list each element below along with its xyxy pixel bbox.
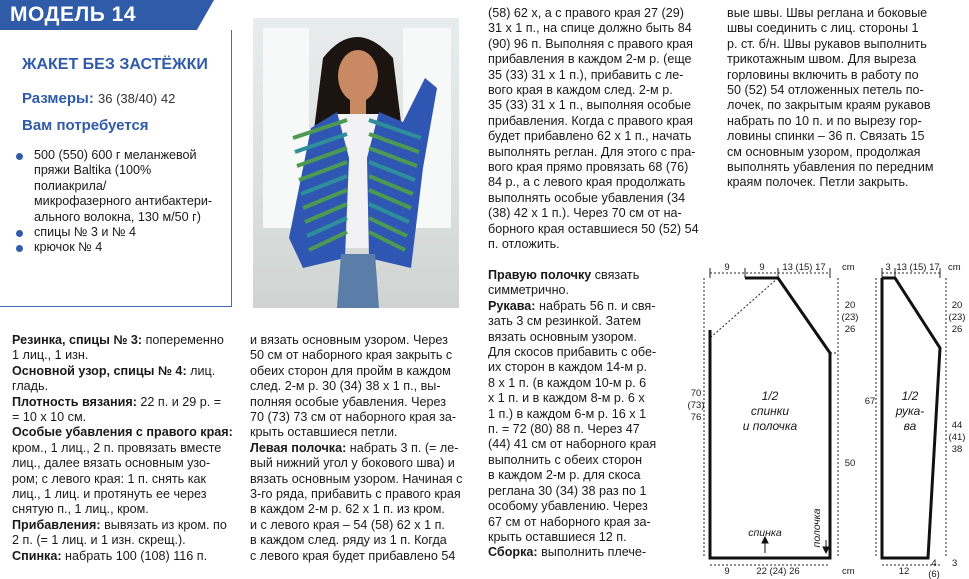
text-segment: Для скосов прибавить с обе- — [488, 345, 657, 360]
text-segment: набрать по 10 п. и по вырезу гор- — [727, 113, 922, 128]
text-line — [12, 425, 233, 440]
text-segment: (44) 41 см от наборного края — [488, 437, 657, 452]
text-heading: Левая полочка: — [250, 440, 347, 455]
text-line — [488, 191, 699, 206]
body-bottom-mid: 22 (24) 26 — [756, 566, 800, 577]
text-line — [488, 484, 656, 499]
text-segment: набрать 3 п. (= ле- — [346, 440, 459, 455]
text-line — [488, 145, 699, 160]
text-line — [250, 333, 462, 348]
model-photo — [253, 18, 459, 308]
text-segment: лиц., 1 лиц. и протянуть ее через — [12, 487, 207, 502]
pattern-diagrams — [687, 258, 969, 579]
sleeve-right-lower-1: 44 — [951, 420, 963, 431]
sizes-label: Размеры: — [22, 90, 94, 107]
text-line — [488, 83, 699, 98]
text-line — [250, 518, 462, 533]
sleeve-bottom-mid-1: 4 — [931, 558, 937, 569]
text-line — [250, 456, 462, 471]
text-column-3-top — [488, 6, 699, 253]
text-segment: 70 (73) 73 см от наборного края за- — [250, 410, 457, 425]
needs-item-line: крючок № 4 — [34, 240, 103, 255]
jeans — [337, 254, 379, 308]
text-line — [727, 52, 934, 67]
bullet-icon — [16, 230, 23, 237]
body-left-height-3: 76 — [690, 412, 702, 423]
text-line — [488, 376, 656, 391]
text-segment: обеих сторон для пройм в каждом — [250, 363, 451, 378]
text-line — [12, 333, 233, 348]
text-line — [727, 6, 934, 21]
text-line — [250, 364, 462, 379]
text-line — [12, 502, 233, 517]
text-segment: симметрично. — [488, 283, 570, 298]
text-line — [488, 422, 656, 437]
text-line — [12, 518, 233, 533]
body-right-upper-3: 26 — [844, 324, 856, 335]
text-line — [488, 268, 656, 283]
text-line — [12, 395, 233, 410]
text-segment: выполнить плече- — [537, 545, 647, 560]
text-segment: выполнять убавления по передним — [727, 160, 934, 175]
text-segment: трикотажным швом. Для выреза — [727, 52, 917, 67]
text-line — [727, 175, 934, 190]
sizes-value: 36 (38/40) 42 — [98, 91, 176, 106]
body-bottom-left: 9 — [724, 566, 730, 577]
text-line — [250, 441, 462, 456]
text-line — [488, 407, 656, 422]
needs-item-line: спицы № 3 и № 4 — [34, 225, 136, 240]
body-left-height-1: 70 — [690, 388, 702, 399]
text-segment: выполнять особые убавления (34 — [488, 190, 686, 205]
text-segment: набрать 100 (108) 116 п. — [61, 548, 208, 563]
text-heading: Прибавления: — [12, 517, 101, 532]
text-segment: 31 х 1 п., на спице должно быть 84 — [488, 21, 692, 36]
text-line — [488, 314, 656, 329]
text-line — [250, 410, 462, 425]
text-line — [488, 237, 699, 252]
body-right-upper-1: 20 — [844, 300, 856, 311]
text-line — [12, 456, 233, 471]
text-segment: лиц. — [186, 363, 216, 378]
sleeve-right-upper-2: (23) — [948, 312, 966, 323]
front-arrowhead — [823, 547, 829, 553]
text-segment: ром; с левого края: 1 п. снять как — [12, 471, 207, 486]
text-line — [250, 487, 462, 502]
text-line — [12, 364, 233, 379]
text-line — [488, 21, 699, 36]
text-line — [250, 533, 462, 548]
text-segment: след. 2-м р. 30 (34) 38 х 1 п., вы- — [250, 379, 441, 394]
text-segment: (58) 62 х, а с правого края 27 (29) — [488, 6, 684, 20]
text-line — [727, 37, 934, 52]
text-segment: в каждом 2-м р. 62 х 1 п. из кром. — [250, 502, 445, 517]
text-segment: гладь. — [12, 379, 49, 394]
text-segment: и вязать основным узором. Через — [250, 333, 448, 347]
text-segment: лиц., далее вязать основным узо- — [12, 456, 211, 471]
text-line — [488, 160, 699, 175]
text-line — [488, 98, 699, 113]
text-column-3-bottom — [488, 268, 656, 561]
text-line — [727, 98, 934, 113]
text-line — [727, 129, 934, 144]
text-line — [488, 515, 656, 530]
text-segment: вывязать из кром. по — [100, 517, 227, 532]
text-segment: (38) 42 х 1 п.). Через 70 см от на- — [488, 206, 682, 221]
text-segment: краям полочек. Петли закрыть. — [727, 175, 909, 190]
sleeve-right-lower-3: 38 — [951, 444, 963, 455]
text-segment: их сторон в каждом 14-м р. — [488, 360, 647, 375]
needs-item — [16, 225, 226, 240]
text-line — [488, 391, 656, 406]
jacket-name: ЖАКЕТ БЕЗ ЗАСТЁЖКИ — [22, 56, 208, 73]
text-line — [488, 283, 656, 298]
sleeve-right-upper-1: 20 — [951, 300, 963, 311]
needs-item-line: пряжи Baltika (100% полиакрила/ — [34, 163, 152, 193]
sleeve-bottom-right: 3 — [952, 558, 958, 569]
body-top-right-label: 13 (15) 17 — [782, 262, 826, 273]
bullet-icon — [16, 153, 23, 160]
text-segment: 22 п. и 29 р. = — [136, 394, 222, 409]
text-segment: вого края прямо провязать 68 (76) — [488, 160, 689, 175]
sleeve-top-label: 3 — [885, 262, 891, 273]
text-segment: борного края оставшиеся 50 (52) 54 — [488, 221, 699, 236]
body-title-1: 1/2 — [761, 389, 779, 403]
text-segment: горловины включить в работу по — [727, 67, 919, 82]
sleeve-unit-label: cm — [948, 262, 961, 273]
text-line — [488, 545, 656, 560]
text-line — [488, 68, 699, 83]
text-line — [12, 549, 233, 564]
sleeve-title-2: рука- — [895, 404, 925, 418]
text-segment: крыть оставшиеся петли. — [250, 425, 398, 440]
text-segment: 1 п.) в каждом 6-м р. 16 х 1 — [488, 406, 647, 421]
text-line — [727, 83, 934, 98]
text-segment: п. = 72 (80) 88 п. Через 47 — [488, 422, 640, 437]
body-title-3: и полочка — [742, 419, 798, 433]
text-segment: и с левого края – 54 (58) 62 х 1 п. — [250, 517, 445, 532]
sleeve-outline — [882, 278, 940, 558]
needs-item-line: ального волокна, 130 м/50 г) — [34, 209, 201, 224]
text-line — [488, 330, 656, 345]
text-segment: будет прибавлено 62 х 1 п., начать — [488, 129, 692, 144]
text-line — [488, 530, 656, 545]
sleeve-right-lower-2: (41) — [948, 432, 966, 443]
text-line — [250, 395, 462, 410]
neck — [350, 98, 366, 116]
text-segment: вый нижний угол у бокового шва) и — [250, 456, 455, 471]
text-segment: 8 х 1 п. (в каждом 10-м р. 6 — [488, 375, 647, 390]
text-line — [488, 360, 656, 375]
body-right-upper-2: (23) — [841, 312, 859, 323]
text-line — [727, 114, 934, 129]
model-photo-illustration — [253, 18, 459, 308]
bullet-icon — [16, 245, 23, 252]
text-segment: 2 п. (= 1 лиц. и 1 изн. скрещ.). — [12, 533, 186, 548]
text-line — [488, 222, 699, 237]
text-segment: в каждом 2-м р. для скоса — [488, 468, 641, 483]
text-line — [12, 379, 233, 394]
text-column-4 — [727, 6, 934, 191]
text-segment: п. отложить. — [488, 237, 560, 252]
body-bottom-unit: cm — [842, 566, 855, 577]
text-segment: крыть оставшиеся 12 п. — [488, 529, 627, 544]
body-left-height-2: (73) — [687, 400, 705, 411]
text-segment: выполнить с обеих сторон — [488, 452, 643, 467]
text-segment: 35 (33) 31 х 1 п., выполняя особые — [488, 98, 691, 113]
sleeve-left-height: 67 — [864, 396, 876, 407]
text-segment: 50 см от наборного края закрыть с — [250, 348, 453, 363]
text-segment: вого края в каждом след. 2-м р. — [488, 83, 673, 98]
text-heading: Сборка: — [488, 545, 538, 560]
text-heading: Плотность вязания: — [12, 394, 137, 409]
back-label: спинка — [748, 527, 782, 539]
text-line — [727, 160, 934, 175]
text-segment: (90) 96 п. Выполняя с правого края — [488, 36, 693, 51]
text-line — [250, 472, 462, 487]
text-segment: связать — [591, 268, 640, 282]
text-line — [250, 348, 462, 363]
text-segment: набрать 56 п. и свя- — [535, 298, 656, 313]
text-heading: Основной узор, спицы № 4: — [12, 363, 187, 378]
text-line — [488, 453, 656, 468]
text-line — [250, 425, 462, 440]
text-segment: особому убавлению. Через — [488, 499, 648, 514]
sleeve-right-upper-3: 26 — [951, 324, 963, 335]
text-segment: вязать основным узором. — [488, 329, 637, 344]
text-heading: Особые убавления с правого края: — [12, 425, 233, 440]
text-segment: с левого края будет прибавлено 54 — [250, 548, 456, 563]
text-segment: = 10 х 10 см. — [12, 410, 87, 425]
text-segment: 3-го ряда, прибавить с правого края — [250, 487, 461, 502]
text-segment: х 1 п. и в каждом 8-м р. 6 х — [488, 391, 645, 406]
text-segment: попеременно — [142, 333, 224, 347]
text-line — [250, 502, 462, 517]
text-line — [12, 533, 233, 548]
body-top-mid-label: 9 — [759, 262, 765, 273]
text-segment: ловины спинки – 36 п. Связать 15 — [727, 129, 925, 144]
text-line — [488, 345, 656, 360]
text-column-2 — [250, 333, 462, 564]
text-segment: в каждом след. ряду из 1 п. Когда — [250, 533, 447, 548]
text-segment: зать 3 см резинкой. Затем — [488, 314, 642, 329]
sizes — [22, 90, 175, 108]
text-line — [488, 6, 699, 21]
text-segment: лочек, по закрытым краям рукавов — [727, 98, 931, 113]
body-title-2: спинки — [750, 404, 790, 418]
text-segment: швы соединить с лиц. стороны 1 — [727, 21, 919, 36]
text-heading: Спинка: — [12, 548, 62, 563]
text-segment: полняя особые убавления. Через — [250, 394, 447, 409]
text-segment: см основным узором, продолжая — [727, 144, 921, 159]
needs-item — [16, 240, 226, 255]
body-top-left-label: 9 — [724, 262, 730, 273]
text-line — [12, 472, 233, 487]
text-segment: выполнять реглан. Для этого с пра- — [488, 144, 696, 159]
text-line — [727, 21, 934, 36]
needs-item-line: 500 (550) 600 г меланжевой — [34, 148, 197, 162]
text-line — [488, 175, 699, 190]
text-line — [727, 145, 934, 160]
text-line — [250, 379, 462, 394]
sleeve-bottom-left: 12 — [898, 566, 910, 577]
text-heading: Правую полочку — [488, 268, 592, 282]
text-segment: 50 (52) 54 отложенных петель по- — [727, 83, 924, 98]
face — [338, 50, 378, 102]
text-line — [488, 52, 699, 67]
text-column-1 — [12, 333, 233, 564]
needs-item — [16, 148, 226, 225]
text-line — [488, 206, 699, 221]
needs-heading: Вам потребуется — [22, 117, 149, 134]
text-line — [488, 37, 699, 52]
text-segment: прибавления. Когда с правого края — [488, 113, 693, 128]
needs-item-line: микрофазерного антибактери- — [34, 194, 213, 209]
sleeve-bottom-mid-2: (6) — [928, 569, 940, 579]
text-segment: 84 р., а с левого края продолжать — [488, 175, 686, 190]
text-segment: снятую п., 1 лиц., кром. — [12, 502, 149, 517]
text-line — [488, 299, 656, 314]
text-line — [488, 129, 699, 144]
body-right-lower: 50 — [844, 458, 856, 469]
model-title: МОДЕЛЬ 14 — [10, 3, 137, 26]
text-line — [12, 441, 233, 456]
body-diagonal-guide — [710, 278, 778, 338]
text-segment: р. ст. б/н. Швы рукавов выполнить — [727, 36, 927, 51]
text-heading: Рукава: — [488, 298, 536, 313]
text-line — [12, 348, 233, 363]
text-segment: вязать основным узором. Начиная с — [250, 471, 463, 486]
text-segment: прибавления в каждом 2-м р. (еще — [488, 52, 692, 67]
text-line — [727, 68, 934, 83]
sleeve-title-3: ва — [903, 419, 917, 433]
sleeve-title-1: 1/2 — [901, 389, 919, 403]
text-segment: реглана 30 (34) 38 раз по 1 — [488, 483, 647, 498]
text-line — [488, 499, 656, 514]
text-segment: 67 см от наборного края за- — [488, 514, 651, 529]
text-line — [250, 549, 462, 564]
text-line — [488, 114, 699, 129]
text-line — [12, 410, 233, 425]
needs-list — [16, 148, 226, 256]
text-segment: 35 (33) 31 х 1 п.), прибавить с ле- — [488, 67, 684, 82]
front-label: полочка — [811, 508, 823, 548]
sleeve-top-right-label: 13 (15) 17 — [896, 262, 940, 273]
text-heading: Резинка, спицы № 3: — [12, 333, 143, 347]
body-unit-label: cm — [842, 262, 855, 273]
text-line — [488, 437, 656, 452]
text-line — [488, 468, 656, 483]
text-segment: вые швы. Швы реглана и боковые — [727, 6, 928, 20]
text-segment: 1 лиц., 1 изн. — [12, 348, 89, 363]
text-line — [12, 487, 233, 502]
text-segment: кром., 1 лиц., 2 п. провязать вместе — [12, 440, 222, 455]
